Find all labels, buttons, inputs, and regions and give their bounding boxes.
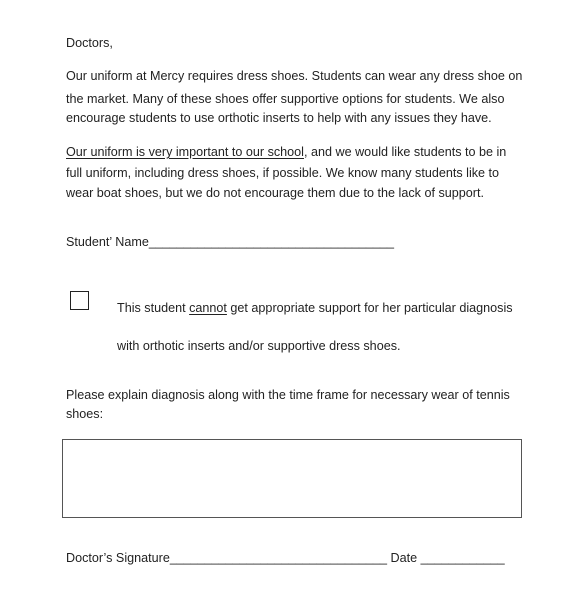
signature-field[interactable]: _______________________________ [169, 551, 387, 565]
paragraph1-line1: Our uniform at Mercy requires dress shoes. Students can wear any dress shoe on [66, 69, 523, 83]
cannot-underlined: cannot [189, 301, 227, 315]
date-label: Date [390, 551, 418, 565]
paragraph2-line3: wear boat shoes, but we do not encourage them due to the lack of support. [66, 186, 484, 200]
student-name-field[interactable]: ___________________________________ [148, 235, 394, 249]
uniform-importance-underlined: Our uniform is very important to our school [66, 145, 304, 159]
paragraph2-line1 [66, 144, 506, 160]
diagnosis-line2: with orthotic inserts and/or supportive dress shoes. [117, 339, 401, 353]
student-name-row [66, 234, 394, 250]
paragraph1-line2: the market. Many of these shoes offer supportive options for students. We also [66, 92, 505, 106]
diagnosis-explanation-box[interactable] [62, 439, 522, 518]
signature-row [66, 550, 505, 566]
signature-label: Doctor’s Signature [66, 551, 170, 565]
diagnosis-text-after: get appropriate support for her particular diagnosis [226, 301, 513, 315]
diagnosis-text-before: This student [117, 301, 190, 315]
student-name-label: Student’ Name [66, 235, 149, 249]
paragraph1-line3: encourage students to use orthotic inserts to help with any issues they have. [66, 111, 492, 125]
paragraph2-line2: full uniform, including dress shoes, if possible. We know many students like to [66, 166, 500, 180]
explain-prompt-line2: shoes: [66, 407, 104, 421]
paragraph2-line1-rest: , and we would like students to be in [303, 145, 507, 159]
diagnosis-line1 [117, 300, 513, 316]
explain-prompt-line1: Please explain diagnosis along with the time frame for necessary wear of tennis [66, 388, 510, 402]
salutation: Doctors, [66, 36, 113, 50]
diagnosis-checkbox[interactable] [70, 291, 89, 310]
date-field[interactable]: ____________ [420, 551, 505, 565]
